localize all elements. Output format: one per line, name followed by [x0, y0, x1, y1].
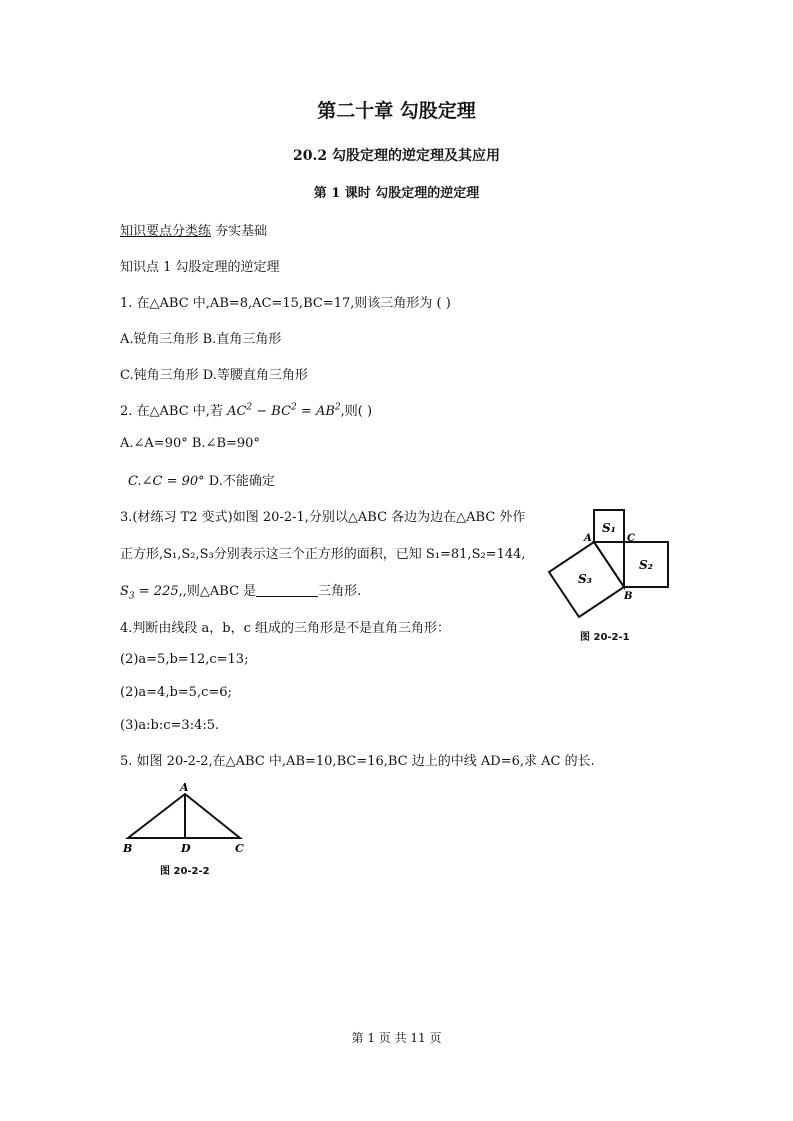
lesson-title: 第 1 课时 勾股定理的逆定理 — [313, 186, 480, 201]
label-c-2: C — [235, 842, 244, 855]
question-2-option-d: D.不能确定 — [204, 474, 275, 489]
category-rest: 夯实基础 — [211, 224, 268, 239]
question-4-item-3: (3)a:b:c=3:4:5. — [120, 718, 220, 733]
question-2-options-ab: A.∠A=90° B.∠B=90° — [120, 436, 260, 451]
question-4-item-1: (2)a=5,b=12,c=13; — [120, 652, 249, 667]
question-3-text-a: ,,则△ABC 是 — [178, 584, 257, 599]
question-1-options-ab: A.锐角三角形 B.直角三角形 — [120, 332, 282, 347]
category-underlined: 知识要点分类练 — [120, 224, 212, 239]
label-d-2: D — [181, 842, 191, 855]
label-a: A — [584, 533, 592, 544]
question-2-options-cd — [128, 470, 275, 489]
figure-20-2-2 — [118, 780, 258, 878]
page-footer: 第 1 页 共 11 页 — [351, 1031, 442, 1045]
label-b: B — [624, 591, 633, 602]
question-2-equation: $AC^2 - BC^2 = AB^2$ — [227, 402, 341, 419]
question-1: 1. 在△ABC 中,AB=8,AC=15,BC=17,则该三角形为 ( ) — [120, 296, 451, 311]
figure-20-2-2-drawing — [118, 780, 258, 858]
question-4: 4.判断由线段 a，b，c 组成的三角形是不是直角三角形： — [120, 621, 451, 636]
question-2-suffix: ,则( ) — [340, 404, 373, 419]
label-b-2: B — [123, 842, 133, 855]
answer-blank[interactable] — [256, 584, 318, 597]
question-2-prefix: 2. 在△ABC 中,若 — [120, 404, 228, 419]
label-s2: S₂ — [639, 558, 653, 572]
question-3-text-b: 三角形. — [318, 584, 362, 599]
category-heading — [120, 220, 267, 239]
question-3-s3-equation: $S_3 = 225$ — [120, 584, 179, 602]
question-2 — [120, 400, 372, 419]
figure-20-2-2-caption: 图 20-2-2 — [160, 866, 210, 877]
question-3-line-3 — [120, 580, 361, 602]
question-5: 5. 如图 20-2-2,在△ABC 中,AB=10,BC=16,BC 边上的中线 AD=6,求 AC 的长. — [120, 754, 595, 769]
chapter-title: 第二十章 勾股定理 — [317, 100, 476, 122]
figure-20-2-1 — [540, 505, 685, 650]
figure-20-2-1-caption: 图 20-2-1 — [580, 632, 630, 643]
section-title: 20.2 勾股定理的逆定理及其应用 — [293, 148, 500, 164]
question-2-option-c: C.∠C = 90° — [128, 474, 205, 489]
label-s3: S₃ — [578, 572, 592, 586]
question-3-line-2: 正方形,S₁,S₂,S₃分别表示这三个正方形的面积，已知 S₁=81,S₂=144, — [120, 547, 526, 562]
knowledge-point: 知识点 1 勾股定理的逆定理 — [120, 260, 280, 275]
label-a-2: A — [180, 781, 189, 794]
label-c: C — [627, 533, 635, 544]
question-3-line-1: 3.(材练习 T2 变式)如图 20-2-1,分别以△ABC 各边为边在△ABC 外作 — [120, 510, 526, 525]
question-1-options-cd: C.钝角三角形 D.等腰直角三角形 — [120, 368, 308, 383]
question-4-item-2: (2)a=4,b=5,c=6; — [120, 685, 232, 700]
label-s1: S₁ — [602, 521, 616, 535]
